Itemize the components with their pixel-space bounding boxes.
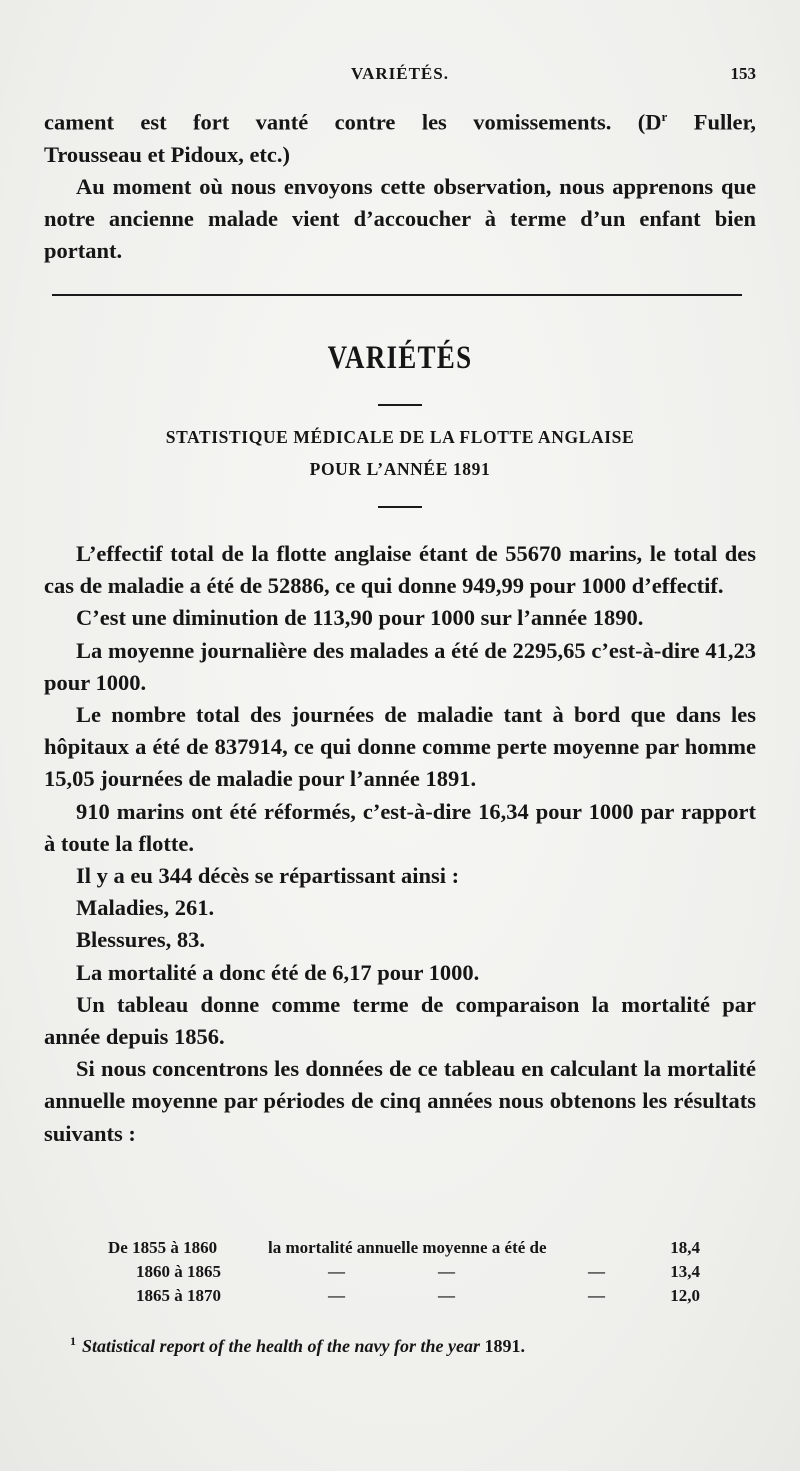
table-dash: — (588, 1286, 605, 1305)
table-dash: — (328, 1286, 345, 1305)
table-period: 1865 à 1870 (136, 1286, 221, 1305)
top-paragraph-2: Au moment où nous envoyons cette observation, nous apprenons que notre ancienne malade vient d’accoucher à terme d’un enfant bien portant. (44, 173, 756, 264)
paragraph-tableau: Un tableau donne comme terme de comparaison la mortalité par année depuis 1856. (44, 991, 756, 1050)
footnote-text: Statistical report of the health of the navy for the year (82, 1336, 480, 1356)
paragraph-effectif: L’effectif total de la flotte anglaise étant de 55670 marins, le total des cas de maladie a été de 52886, ce qui donne 949,99 pour 1000 d’effectif. (44, 541, 756, 599)
page-number: 153 (730, 64, 756, 83)
running-head (44, 64, 756, 88)
table-period: 1860 à 1865 (136, 1262, 221, 1281)
table-row (108, 1236, 700, 1260)
table-dash: — (588, 1262, 605, 1281)
paragraph-maladies: Maladies, 261. (76, 895, 215, 921)
section-title: VARIÉTÉS (327, 340, 473, 376)
table-dash: — (438, 1286, 455, 1305)
paragraph-reformes: 910 marins ont été réformés, c’est-à-dire 16,34 pour 1000 par rapport à toute la flotte. (44, 798, 756, 856)
article-body (44, 538, 756, 1150)
top-text (44, 101, 756, 268)
table-value: 13,4 (670, 1262, 700, 1281)
running-head-title: VARIÉTÉS. (351, 64, 449, 83)
table-row (108, 1260, 700, 1284)
paragraph-concentrons: Si nous concentrons les données de ce tableau en calculant la mortalité annuelle moyenne par périodes de cinq années nous obtenons les résultats suivants : (44, 1056, 756, 1146)
paragraph-journees: Le nombre total des journées de maladie tant à bord que dans les hôpitaux a été de 837914, ce qui donne comme perte moyenne par homme 15,05 journées de maladie pour l’année 1891. (44, 702, 756, 792)
table-row (108, 1284, 700, 1308)
section-divider-rule (52, 294, 742, 296)
title-short-rule (378, 404, 422, 406)
table-dash: — (438, 1262, 455, 1281)
paragraph-mortalite: La mortalité a donc été de 6,17 pour 1000. (76, 959, 480, 985)
table-period: De 1855 à 1860 (108, 1238, 218, 1257)
table-value: 12,0 (670, 1286, 700, 1305)
footnote-marker: 1 (70, 1334, 76, 1348)
table-dash: — (328, 1262, 345, 1281)
paragraph-moyenne: La moyenne journalière des malades a été de 2295,65 c’est-à-dire 41,23 pour 1000. (44, 637, 756, 695)
mortality-table (108, 1236, 700, 1308)
table-text: la mortalité annuelle moyenne a été de (268, 1238, 547, 1257)
top-line-1: cament est fort vanté contre les vomissements. ($D^r$ Fuller, (44, 109, 757, 135)
paragraph-blessures: Blessures, 83. (76, 927, 205, 953)
footnote-year: 1891. (484, 1336, 525, 1356)
paragraph-deces: Il y a eu 344 décès se répartissant ainsi : (76, 863, 460, 889)
subtitle-line-1: STATISTIQUE MÉDICALE DE LA FLOTTE ANGLAISE (165, 427, 635, 447)
top-line-2: Trousseau et Pidoux, etc.) (44, 141, 291, 167)
subtitle-short-rule (378, 506, 422, 508)
table-value: 18,4 (670, 1238, 700, 1257)
superscript-r: r (661, 109, 668, 124)
footnote (70, 1334, 770, 1357)
paragraph-diminution: C’est une diminution de 113,90 pour 1000 sur l’année 1890. (76, 605, 644, 631)
subtitle-line-2: POUR L’ANNÉE 1891 (309, 459, 491, 479)
